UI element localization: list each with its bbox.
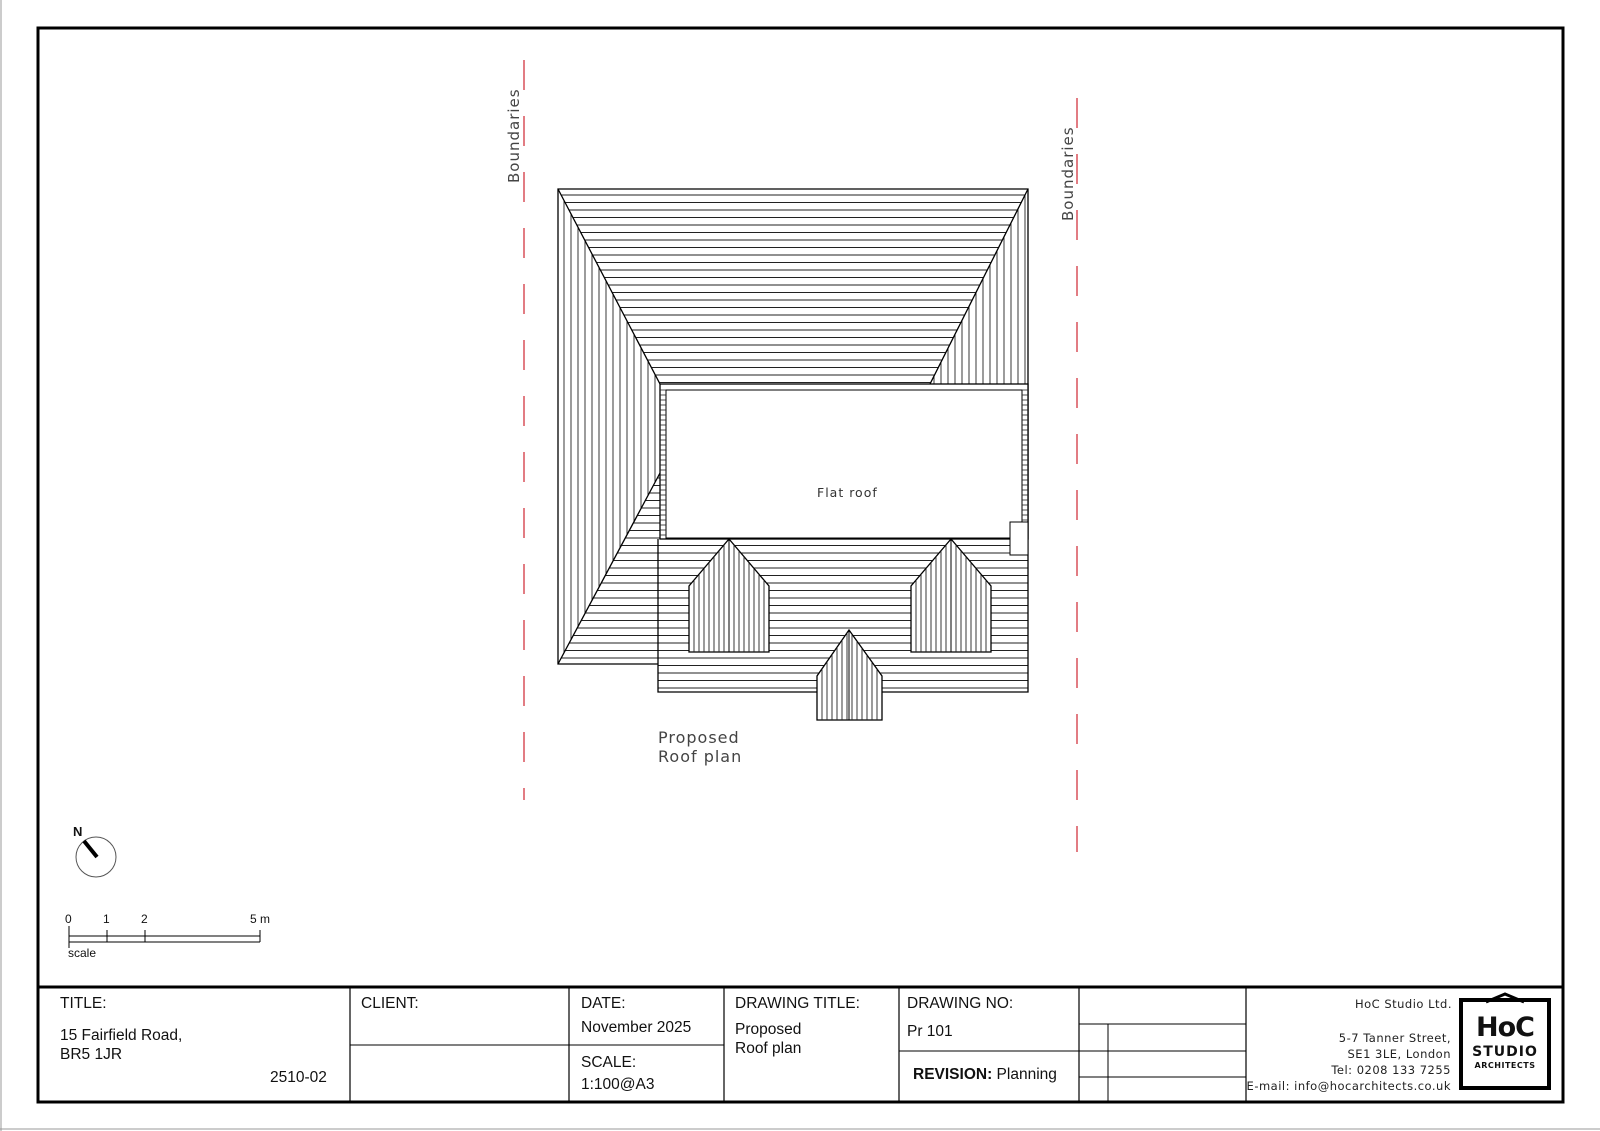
front-porch-gable xyxy=(817,626,882,722)
logo-architects-text: ARCHITECTS xyxy=(1474,1061,1536,1070)
revision-value: Planning xyxy=(996,1066,1057,1083)
company-logo xyxy=(1459,998,1551,1090)
scale-heading: SCALE: xyxy=(581,1054,637,1071)
right-roof-hatch xyxy=(934,185,1025,390)
left-roof-hatch xyxy=(564,185,655,670)
company-name: HoC Studio Ltd. xyxy=(1354,997,1452,1011)
drawing-no-value: Pr 101 xyxy=(907,1023,953,1040)
north-arrow xyxy=(76,837,116,877)
scale-tick-2: 2 xyxy=(141,912,148,926)
north-label: N xyxy=(73,824,83,839)
title-heading: TITLE: xyxy=(60,995,107,1012)
drawing-caption-line2: Roof plan xyxy=(658,747,743,766)
project-number: 2510-02 xyxy=(270,1069,327,1086)
drawing-caption-line1: Proposed xyxy=(658,728,740,747)
date-heading: DATE: xyxy=(581,995,626,1012)
revision-field xyxy=(913,1066,1057,1084)
drawing-title-line2: Roof plan xyxy=(735,1040,802,1057)
project-address-line1: 15 Fairfield Road, xyxy=(60,1027,183,1044)
project-address-line2: BR5 1JR xyxy=(60,1046,123,1063)
scale-label: scale xyxy=(68,946,97,960)
logo-main-text: HoC xyxy=(1476,1012,1534,1043)
company-address-line2: SE1 3LE, London xyxy=(1347,1047,1451,1061)
drawing-title-line1: Proposed xyxy=(735,1021,802,1038)
roof-vent xyxy=(1010,522,1028,555)
scale-tick-5m: 5 m xyxy=(250,912,271,926)
scale-value: 1:100@A3 xyxy=(581,1076,655,1093)
boundary-label-right: Boundaries xyxy=(1059,126,1077,221)
company-tel: Tel: 0208 133 7255 xyxy=(1331,1063,1451,1077)
logo-studio-text: STUDIO xyxy=(1472,1044,1538,1060)
company-address-line1: 5-7 Tanner Street, xyxy=(1338,1031,1451,1045)
drawing-no-heading: DRAWING NO: xyxy=(907,995,1014,1012)
flat-roof xyxy=(660,384,1028,539)
drawing-title-heading: DRAWING TITLE: xyxy=(735,995,860,1012)
flat-roof-label: Flat roof xyxy=(817,485,878,500)
scale-bar xyxy=(69,926,260,948)
scale-tick-0: 0 xyxy=(65,912,72,926)
date-value: November 2025 xyxy=(581,1019,692,1036)
boundary-label-left: Boundaries xyxy=(505,88,523,183)
scale-tick-1: 1 xyxy=(103,912,110,926)
revision-heading: REVISION: xyxy=(913,1066,993,1083)
company-email: E-mail: info@hocarchitects.co.uk xyxy=(1246,1079,1451,1093)
client-heading: CLIENT: xyxy=(361,995,419,1012)
